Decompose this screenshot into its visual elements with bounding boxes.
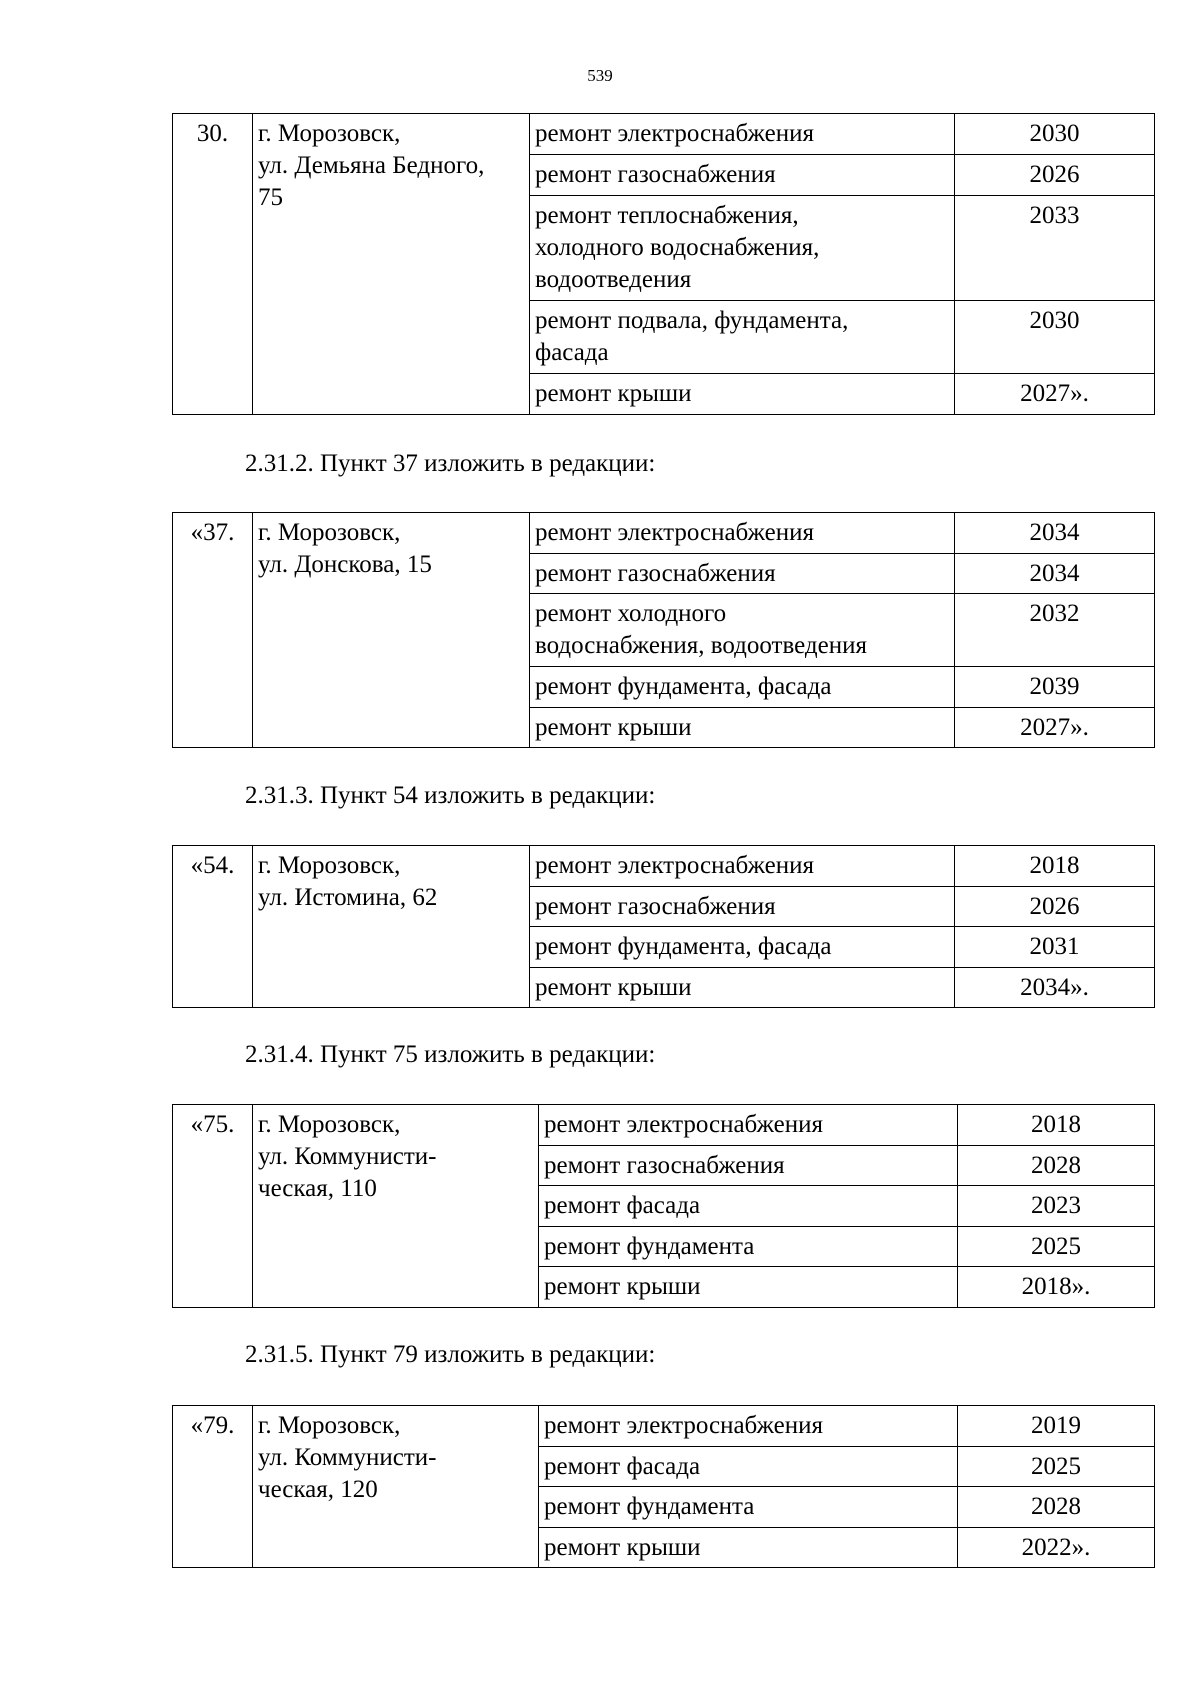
work-type: ремонт крыши <box>539 1267 958 1308</box>
work-type: ремонт холодного водоснабжения, водоотведения <box>530 594 955 667</box>
repair-table-item-79 <box>172 1405 1155 1568</box>
work-type: ремонт теплоснабжения, холодного водоснабжения, водоотведения <box>530 196 955 301</box>
repair-table-item-30 <box>172 113 1155 415</box>
work-year: 2025 <box>958 1447 1155 1487</box>
work-type: ремонт крыши <box>530 968 955 1008</box>
work-type: ремонт фундамента <box>539 1487 958 1528</box>
amendment-heading: 2.31.5. Пункт 79 изложить в редакции: <box>245 1341 656 1368</box>
work-type: ремонт крыши <box>539 1528 958 1568</box>
item-number: «75. <box>173 1105 253 1308</box>
work-year: 2034». <box>955 968 1155 1008</box>
table-row <box>173 1105 1155 1146</box>
amendment-heading: 2.31.4. Пункт 75 изложить в редакции: <box>245 1041 656 1068</box>
work-year: 2039 <box>955 667 1155 708</box>
work-type: ремонт фундамента, фасада <box>530 667 955 708</box>
work-year: 2030 <box>955 301 1155 374</box>
work-type: ремонт фундамента <box>539 1227 958 1267</box>
work-year: 2032 <box>955 594 1155 667</box>
work-year: 2026 <box>955 887 1155 927</box>
work-year: 2023 <box>958 1186 1155 1227</box>
work-type: ремонт электроснабжения <box>539 1406 958 1447</box>
work-type: ремонт электроснабжения <box>539 1105 958 1146</box>
work-type: ремонт фундамента, фасада <box>530 927 955 968</box>
work-year: 2030 <box>955 114 1155 155</box>
work-type: ремонт подвала, фундамента, фасада <box>530 301 955 374</box>
work-year: 2019 <box>958 1406 1155 1447</box>
work-year: 2025 <box>958 1227 1155 1267</box>
work-year: 2031 <box>955 927 1155 968</box>
address: г. Морозовск, ул. Коммунисти- ческая, 120 <box>253 1406 539 1568</box>
work-year: 2034 <box>955 554 1155 594</box>
work-year: 2034 <box>955 513 1155 554</box>
work-type: ремонт электроснабжения <box>530 513 955 554</box>
work-year: 2027». <box>955 708 1155 748</box>
item-number: 30. <box>173 114 253 415</box>
work-year: 2028 <box>958 1487 1155 1528</box>
work-year: 2033 <box>955 196 1155 301</box>
work-type: ремонт крыши <box>530 708 955 748</box>
address: г. Морозовск, ул. Коммунисти- ческая, 110 <box>253 1105 539 1308</box>
repair-table-item-37 <box>172 512 1155 748</box>
work-type: ремонт фасада <box>539 1186 958 1227</box>
table-row <box>173 513 1155 554</box>
address: г. Морозовск, ул. Демьяна Бедного, 75 <box>253 114 530 415</box>
work-type: ремонт крыши <box>530 374 955 415</box>
work-year: 2022». <box>958 1528 1155 1568</box>
amendment-heading: 2.31.2. Пункт 37 изложить в редакции: <box>245 450 656 477</box>
item-number: «37. <box>173 513 253 748</box>
table-row <box>173 1406 1155 1447</box>
work-type: ремонт электроснабжения <box>530 846 955 887</box>
amendment-heading: 2.31.3. Пункт 54 изложить в редакции: <box>245 782 656 809</box>
work-type: ремонт газоснабжения <box>530 554 955 594</box>
address: г. Морозовск, ул. Донскова, 15 <box>253 513 530 748</box>
work-year: 2018 <box>955 846 1155 887</box>
work-type: ремонт газоснабжения <box>539 1146 958 1186</box>
work-type: ремонт газоснабжения <box>530 155 955 196</box>
address: г. Морозовск, ул. Истомина, 62 <box>253 846 530 1008</box>
work-type: ремонт газоснабжения <box>530 887 955 927</box>
item-number: «54. <box>173 846 253 1008</box>
work-type: ремонт фасада <box>539 1447 958 1487</box>
work-type: ремонт электроснабжения <box>530 114 955 155</box>
work-year: 2018». <box>958 1267 1155 1308</box>
item-number: «79. <box>173 1406 253 1568</box>
repair-table-item-75 <box>172 1104 1155 1308</box>
work-year: 2026 <box>955 155 1155 196</box>
table-row <box>173 114 1155 155</box>
repair-table-item-54 <box>172 845 1155 1008</box>
work-year: 2027». <box>955 374 1155 415</box>
work-year: 2028 <box>958 1146 1155 1186</box>
page-number: 539 <box>587 66 613 85</box>
table-row <box>173 846 1155 887</box>
work-year: 2018 <box>958 1105 1155 1146</box>
